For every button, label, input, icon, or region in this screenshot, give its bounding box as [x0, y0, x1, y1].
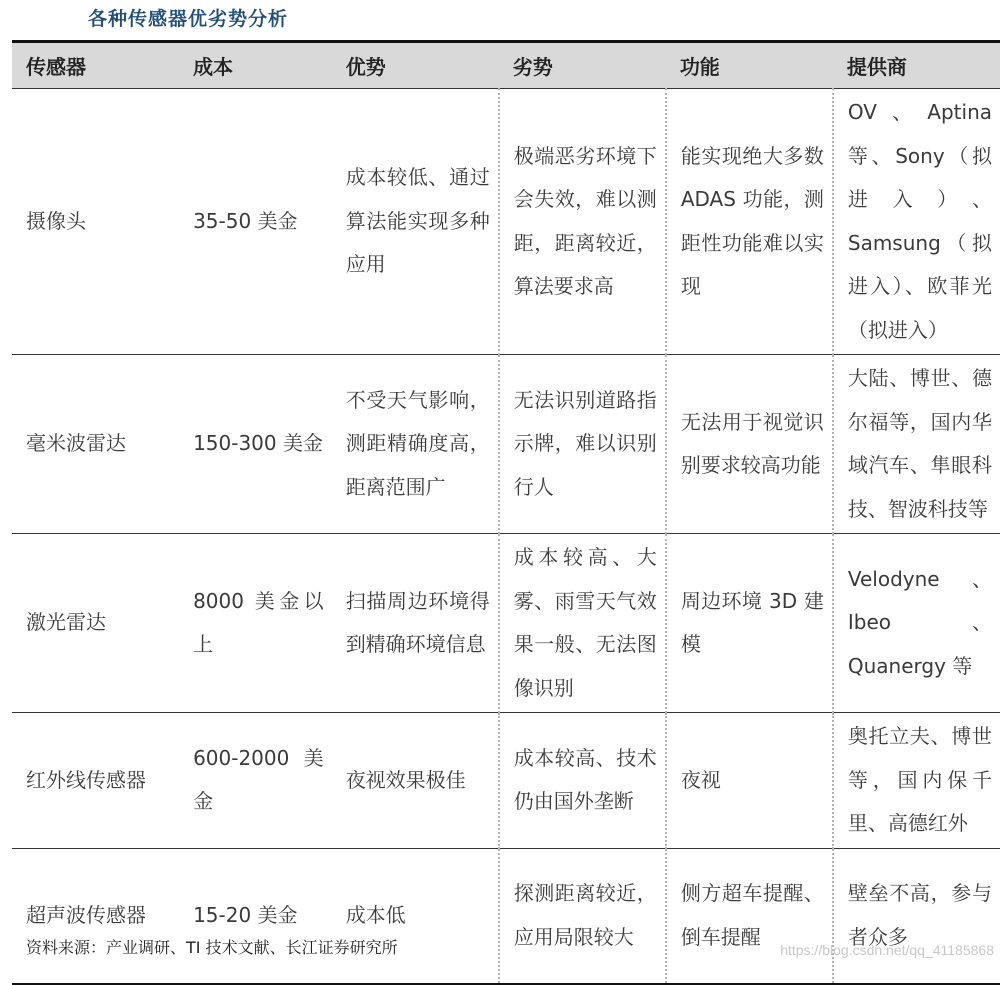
cell-provider: 大陆、博世、德尔福等，国内华域汽车、隼眼科技、智波科技等	[847, 366, 992, 521]
cell-provider: OV、Aptina 等、Sony（拟进入）、Samsung（拟进入）、欧菲光（拟进入）	[847, 100, 992, 342]
cell-function: 夜视	[666, 713, 833, 849]
cell-advantage: 成本低	[332, 848, 499, 984]
header-provider: 提供商	[833, 42, 1000, 89]
watermark-url: https://blog.csdn.net/qq_41185868	[780, 942, 994, 958]
cell-advantage: 扫描周边环境得到精确环境信息	[332, 534, 499, 713]
table-row	[12, 848, 1000, 984]
cell-function: 侧方超车提醒、倒车提醒	[666, 848, 833, 984]
cell-disadvantage: 极端恶劣环境下会失效，难以测距，距离较近，算法要求高	[499, 89, 666, 355]
header-advantage: 优势	[332, 42, 499, 89]
table-row	[12, 534, 1000, 713]
header-cost: 成本	[179, 42, 332, 89]
header-sensor: 传感器	[12, 42, 179, 89]
table-row	[12, 89, 1000, 355]
cell-advantage: 成本较低、通过算法能实现多种应用	[332, 89, 499, 355]
cell-sensor: 超声波传感器	[26, 902, 146, 927]
cell-sensor: 激光雷达	[26, 610, 106, 635]
cell-disadvantage: 成本较高、大雾、雨雪天气效果一般、无法图像识别	[499, 534, 666, 713]
source-note: 资料来源：产业调研、TI 技术文献、长江证券研究所	[26, 938, 398, 957]
cell-disadvantage: 成本较高、技术仍由国外垄断	[499, 713, 666, 849]
cell-disadvantage: 无法识别道路指示牌，难以识别行人	[499, 355, 666, 534]
table-row	[12, 713, 1000, 849]
cell-cost: 600-2000 美金	[193, 745, 324, 814]
cell-function: 无法用于视觉识别要求较高功能	[666, 355, 833, 534]
cell-sensor: 红外线传感器	[26, 767, 146, 792]
table-row	[12, 355, 1000, 534]
cell-cost: 15-20 美金	[193, 902, 298, 927]
cell-provider: 奥托立夫、博世等，国内保千里、高德红外	[847, 724, 992, 835]
header-disadvantage: 劣势	[499, 42, 666, 89]
cell-cost: 150-300 美金	[193, 431, 323, 456]
cell-advantage: 夜视效果极佳	[332, 713, 499, 849]
cell-cost: 35-50 美金	[193, 208, 298, 233]
cell-cost: 8000 美金以上	[193, 588, 324, 656]
cell-disadvantage: 探测距离较近，应用局限较大	[499, 848, 666, 984]
cell-provider: 壁垒不高，参与者众多	[847, 881, 992, 949]
cell-function: 能实现绝大多数 ADAS 功能，测距性功能难以实现	[666, 89, 833, 355]
table-title: 各种传感器优劣势分析	[88, 8, 289, 30]
header-row	[12, 42, 1000, 89]
sensor-comparison-table	[12, 40, 1000, 985]
cell-sensor: 毫米波雷达	[26, 431, 126, 456]
cell-function: 周边环境 3D 建模	[666, 534, 833, 713]
header-function: 功能	[666, 42, 833, 89]
cell-provider: Velodyne、Ibeo、Quanergy 等	[847, 566, 992, 678]
cell-sensor: 摄像头	[26, 208, 86, 233]
cell-advantage: 不受天气影响，测距精确度高，距离范围广	[332, 355, 499, 534]
